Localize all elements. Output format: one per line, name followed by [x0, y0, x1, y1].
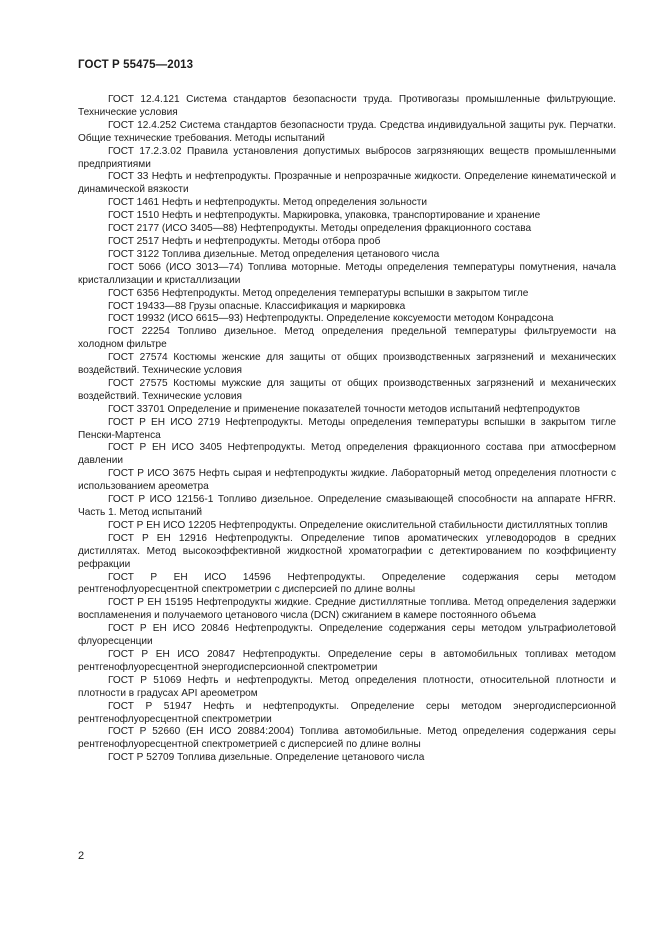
- reference-item: ГОСТ 5066 (ИСО 3013—74) Топлива моторные. Методы определения температуры помутнения, начала кристаллизации и кристаллизации: [78, 261, 616, 286]
- references-list: [78, 94, 616, 765]
- reference-item: ГОСТ Р ЕН 12916 Нефтепродукты. Определение типов ароматических углеводородов в средних дистиллятах. Метод высокоэффективной жидкостной хроматографии с детектированием по коэффициенту рефракции: [78, 532, 616, 570]
- reference-item: ГОСТ Р ЕН ИСО 3405 Нефтепродукты. Метод определения фракционного состава при атмосферном давлении: [78, 442, 616, 467]
- reference-item: ГОСТ Р ЕН ИСО 2719 Нефтепродукты. Методы определения температуры вспышки в закрытом тигле Пенски-Мартенса: [78, 416, 616, 441]
- reference-item: ГОСТ Р 51069 Нефть и нефтепродукты. Метод определения плотности, относительной плотности и плотности в градусах API ареометром: [78, 674, 616, 699]
- reference-item: ГОСТ 17.2.3.02 Правила установления допустимых выбросов загрязняющих веществ промышленными предприятиями: [78, 145, 616, 170]
- reference-item: ГОСТ Р 52660 (ЕН ИСО 20884:2004) Топлива автомобильные. Метод определения содержания серы рентгенофлуоресцентной спектрометрией с дисперсией по длине волны: [78, 726, 616, 751]
- reference-item: ГОСТ 22254 Топливо дизельное. Метод определения предельной температуры фильтруемости на холодном фильтре: [78, 326, 616, 351]
- document-header: ГОСТ Р 55475—2013: [78, 59, 194, 71]
- reference-item: ГОСТ 2517 Нефть и нефтепродукты. Методы отбора проб: [108, 235, 381, 247]
- reference-item: ГОСТ 19932 (ИСО 6615—93) Нефтепродукты. Определение коксуемости методом Конрадсона: [108, 313, 554, 325]
- reference-item: ГОСТ 33 Нефть и нефтепродукты. Прозрачные и непрозрачные жидкости. Определение кинематической и динамической вязкости: [78, 171, 616, 196]
- reference-item: ГОСТ Р ЕН 15195 Нефтепродукты жидкие. Средние дистиллятные топлива. Метод определения задержки воспламенения и получаемого цетанового числа (DCN) сжиганием в камере постоянного объема: [78, 597, 616, 622]
- reference-item: ГОСТ Р 51947 Нефть и нефтепродукты. Определение серы методом энергодисперсионной рентгенофлуоресцентной спектрометрии: [78, 700, 616, 725]
- reference-item: ГОСТ 12.4.121 Система стандартов безопасности труда. Противогазы промышленные фильтрующие. Технические условия: [78, 94, 616, 118]
- reference-item: ГОСТ 27574 Костюмы женские для защиты от общих производственных загрязнений и механических воздействий. Технические условия: [78, 352, 616, 377]
- reference-item: ГОСТ 33701 Определение и применение показателей точности методов испытаний нефтепродуктов: [108, 403, 580, 415]
- reference-item: ГОСТ 1461 Нефть и нефтепродукты. Метод определения зольности: [108, 197, 428, 209]
- reference-item: ГОСТ Р ЕН ИСО 12205 Нефтепродукты. Определение окислительной стабильности дистиллятных топлив: [108, 519, 608, 531]
- reference-item: ГОСТ 2177 (ИСО 3405—88) Нефтепродукты. Методы определения фракционного состава: [108, 223, 532, 235]
- reference-item: ГОСТ Р ЕН ИСО 20847 Нефтепродукты. Определение серы в автомобильных топливах методом рентгенофлуоресцентной энергодисперсионной спектрометрии: [78, 648, 616, 673]
- reference-item: ГОСТ 27575 Костюмы мужские для защиты от общих производственных загрязнений и механических воздействий. Технические условия: [78, 377, 616, 402]
- reference-item: ГОСТ 1510 Нефть и нефтепродукты. Маркировка, упаковка, транспортирование и хранение: [108, 210, 541, 222]
- reference-item: ГОСТ Р ИСО 3675 Нефть сырая и нефтепродукты жидкие. Лабораторный метод определения плотности с использованием ареометра: [78, 468, 616, 493]
- reference-item: ГОСТ Р ЕН ИСО 20846 Нефтепродукты. Определение содержания серы методом ультрафиолетовой флуоресценции: [78, 623, 616, 648]
- reference-item: ГОСТ 3122 Топлива дизельные. Метод определения цетанового числа: [108, 248, 440, 260]
- reference-item: ГОСТ 6356 Нефтепродукты. Метод определения температуры вспышки в закрытом тигле: [108, 287, 529, 299]
- reference-item: ГОСТ Р ИСО 12156-1 Топливо дизельное. Определение смазывающей способности на аппарате HFRR. Часть 1. Метод испытаний: [78, 494, 616, 518]
- reference-item: ГОСТ Р ЕН ИСО 14596 Нефтепродукты. Определение содержания серы методом рентгенофлуоресцентной спектрометрии с дисперсией по длине волны: [78, 571, 616, 596]
- reference-item: ГОСТ 12.4.252 Система стандартов безопасности труда. Средства индивидуальной защиты рук. Перчатки. Общие технические требования. Методы испытаний: [78, 119, 616, 144]
- reference-item: ГОСТ Р 52709 Топлива дизельные. Определение цетанового числа: [108, 752, 425, 764]
- reference-item: ГОСТ 19433—88 Грузы опасные. Классификация и маркировка: [108, 300, 406, 312]
- page-number: 2: [78, 850, 85, 862]
